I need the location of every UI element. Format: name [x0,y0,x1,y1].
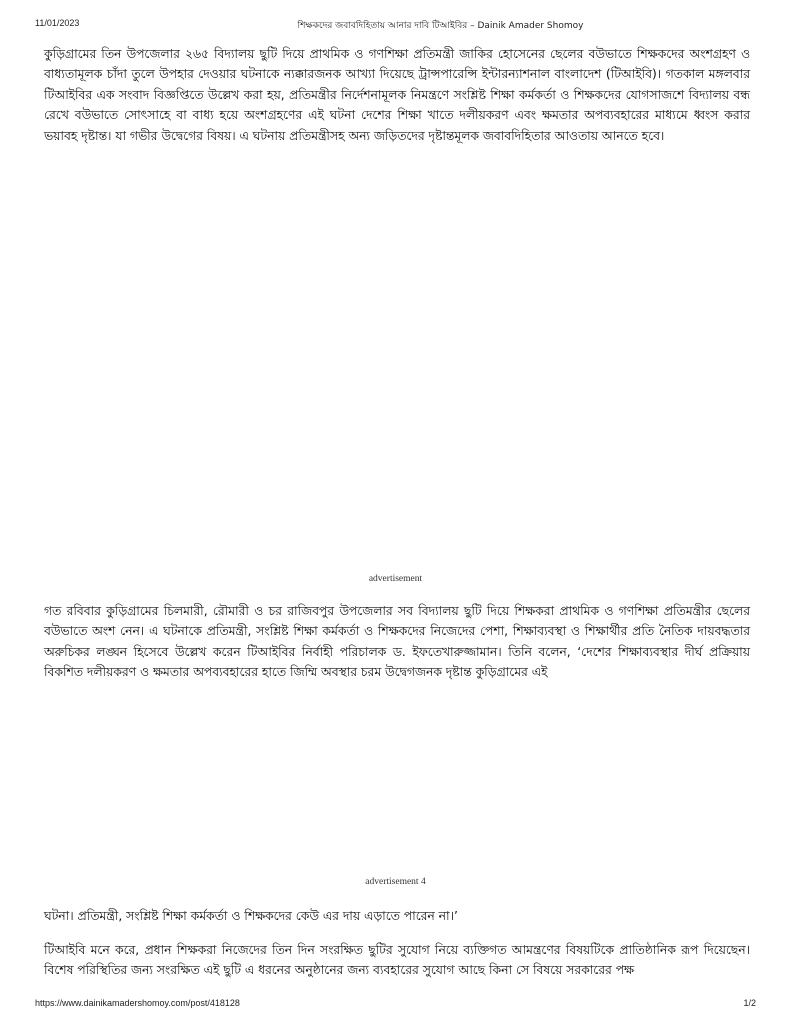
article-paragraph-2 [44,601,750,683]
advertisement-label: advertisement [368,574,423,584]
paragraph-text: ঘটনা। প্রতিমন্ত্রী, সংশ্লিষ্ট শিক্ষা কর্মকর্তা ও শিক্ষকদের কেউ এর দায় এড়াতে পারেন না।’ [44,909,458,923]
article-paragraph-3 [44,906,750,926]
paragraph-text: কুড়িগ্রামের তিন উপজেলার ২৬৫ বিদ্যালয় ছুটি দিয়ে প্রাথমিক ও গণশিক্ষা প্রতিমন্ত্রী জাকির হোসেনের ছেলের বউভাতে শিক্ষকদের অংশগ্রহণ ও বাধ্যতামূলক চাঁদা তুলে উপহার দেওয়ার ঘটনাকে ন্যক্কারজনক আখ্যা দিয়েছে ট্রান্সপারেন্সি ইন্টারন্যাশনাল বাংলাদেশ (টিআইবি)। গতকাল মঙ্গলবার টিআইবির এক সংবাদ বিজ্ঞপ্তিতে উল্লেখ করা হয়, প্রতিমন্ত্রীর নির্দেশনামূলক নিমন্ত্রণে সংশ্লিষ্ট শিক্ষা কর্মকর্তা ও শিক্ষকদের যোগসাজশে বিদ্যালয় বন্ধ রেখে বউভাতে সোৎসাহে বা বাধ্য হয়ে অংশগ্রহণের এই ঘটনা দেশের শিক্ষা খাতে দলীয়করণ এবং ক্ষমতার অপব্যবহারের মাধ্যমে ধ্বংস করার ভয়াবহ দৃষ্টান্ত। যা গভীর উদ্বেগের বিষয়। এ ঘটনায় প্রতিমন্ত্রীসহ অন্য জড়িতদের দৃষ্টান্তমূলক জবাবদিহিতার আওতায় আনতে হবে। [44,47,750,143]
page-footer [0,998,791,1012]
source-url: https://www.dainikamadershomoy.com/post/418128 [35,998,240,1008]
print-date: 11/01/2023 [35,18,80,28]
article-paragraph-1 [44,44,750,146]
article-paragraph-4 [44,940,750,981]
paragraph-text: গত রবিবার কুড়িগ্রামের চিলমারী, রৌমারী ও চর রাজিবপুর উপজেলার সব বিদ্যালয় ছুটি দিয়ে শিক্ষকরা প্রাথমিক ও গণশিক্ষা প্রতিমন্ত্রীর ছেলের বউভাতে অংশ নেন। এ ঘটনাকে প্রতিমন্ত্রী, সংশ্লিষ্ট শিক্ষা কর্মকর্তা ও শিক্ষকদের নিজেদের পেশা, শিক্ষাব্যবস্থা ও শিক্ষার্থীর প্রতি নৈতিক দায়বদ্ধতার অরুচিকর লঙ্ঘন হিসেবে উল্লেখ করেন টিআইবির নির্বাহী পরিচালক ড. ইফতেখারুজ্জামান। তিনি বলেন, ‘দেশের শিক্ষাব্যবস্থার দীর্ঘ প্রক্রিয়ায় বিকশিত দলীয়করণ ও ক্ষমতার অপব্যবহারের হাতে জিম্মি অবস্থার চরম উদ্বেগজনক দৃষ্টান্ত কুড়িগ্রামের এই [44,604,750,680]
advertisement-label: advertisement 4 [365,877,426,887]
paragraph-text: টিআইবি মনে করে, প্রধান শিক্ষকরা নিজেদের তিন দিন সংরক্ষিত ছুটির সুযোগ নিয়ে ব্যক্তিগত আমন্ত্রণের বিষয়টিকে প্রাতিষ্ঠানিক রূপ দিয়েছেন। বিশেষ পরিস্থিতির জন্য সংরক্ষিত এই ছুটি এ ধরনের অনুষ্ঠানের জন্য ব্যবহারের সুযোগ আছে কিনা সে বিষয়ে সরকারের পক্ষ [44,943,750,978]
page-header [0,18,791,34]
page-number: 1/2 [743,998,756,1008]
document-title: শিক্ষকদের জবাবদিহিতায় আনার দাবি টিআইবির – Dainik Amader Shomoy [297,21,584,31]
